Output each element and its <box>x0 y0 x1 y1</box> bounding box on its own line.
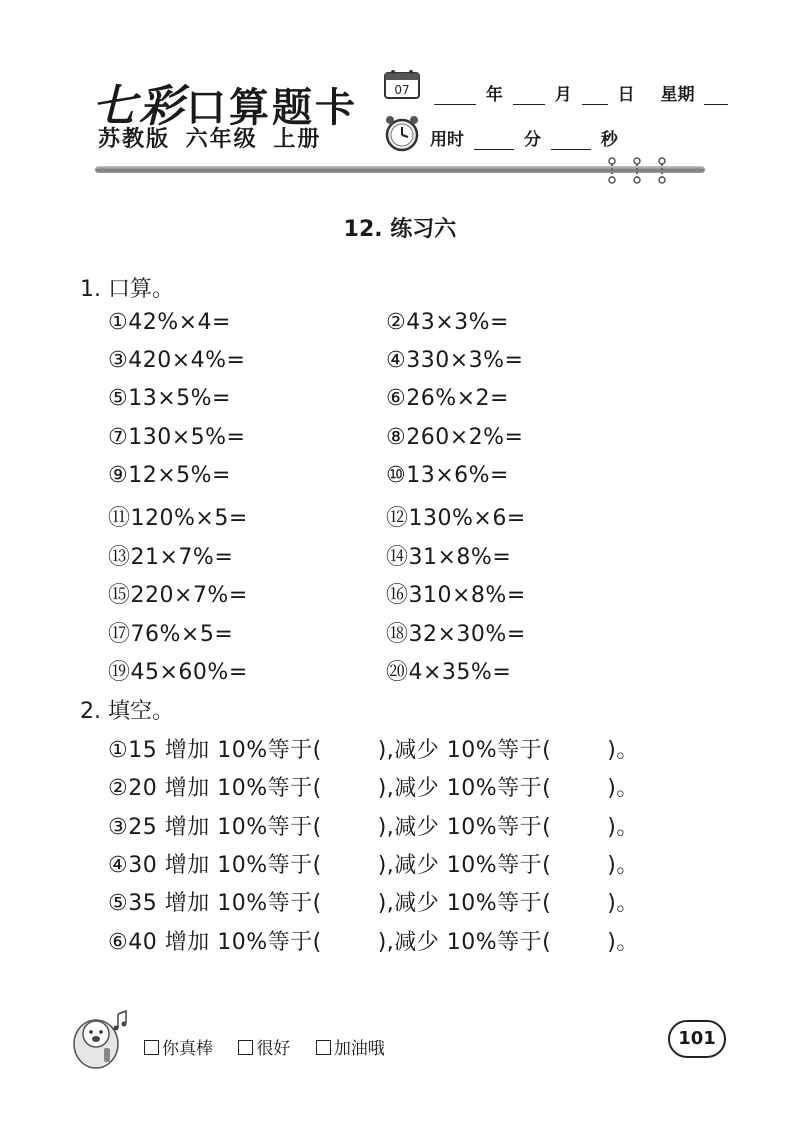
calc-item-1: ①42%×4= <box>108 310 231 335</box>
edition-subtitle: 苏教版 六年级 上册 <box>98 127 322 152</box>
fill-row-text-c: )。 <box>607 853 639 878</box>
calc-item-11: ⑪120%×5= <box>108 506 248 531</box>
fill-row-text-b: ),减少 10%等于( <box>377 853 552 878</box>
section-1-heading: 1. 口算。 <box>80 277 174 302</box>
fill-row-text-c: )。 <box>607 738 639 763</box>
week-blank[interactable] <box>704 88 728 105</box>
calc-item-5: ⑤13×5%= <box>108 386 231 411</box>
brand-name: 口算题卡 <box>186 85 358 131</box>
option-label: 很好 <box>256 1039 291 1059</box>
calc-item-8: ⑧260×2%= <box>386 425 524 450</box>
calc-item-14: ⑭31×8%= <box>386 545 512 570</box>
option-keep-going[interactable] <box>316 1039 385 1059</box>
option-label: 加油哦 <box>333 1039 385 1059</box>
option-good[interactable] <box>238 1039 290 1059</box>
fill-row-text-b: ),减少 10%等于( <box>377 930 552 955</box>
checkbox[interactable] <box>238 1040 253 1055</box>
fill-row-text-a: ⑤35 增加 10%等于( <box>108 891 322 916</box>
option-great[interactable] <box>144 1039 213 1059</box>
calc-item-6: ⑥26%×2= <box>386 386 509 411</box>
fill-row-text-a: ⑥40 增加 10%等于( <box>108 930 322 955</box>
calc-item-3: ③420×4%= <box>108 348 246 373</box>
calc-item-4: ④330×3%= <box>386 348 524 373</box>
month-label: 月 <box>554 85 572 105</box>
calc-item-17: ⑰76%×5= <box>108 622 234 647</box>
year-label: 年 <box>485 85 503 105</box>
fill-row-text-c: )。 <box>607 891 639 916</box>
calc-item-9: ⑨12×5%= <box>108 463 231 488</box>
binder-rings-icon <box>604 156 670 184</box>
fill-row-text-c: )。 <box>607 776 639 801</box>
calc-item-20: ⑳4×35%= <box>386 660 512 685</box>
calc-item-19: ⑲45×60%= <box>108 660 248 685</box>
seconds-label: 秒 <box>600 130 618 150</box>
calc-item-15: ⑮220×7%= <box>108 583 248 608</box>
calc-item-16: ⑯310×8%= <box>386 583 526 608</box>
day-label: 日 <box>617 85 635 105</box>
date-fields <box>430 80 732 105</box>
fill-row-text-c: )。 <box>607 815 639 840</box>
calc-item-10: ⑩13×6%= <box>386 463 509 488</box>
fill-row-text-b: ),减少 10%等于( <box>377 815 552 840</box>
fill-row-text-a: ①15 增加 10%等于( <box>108 738 322 763</box>
option-label: 你真棒 <box>162 1039 213 1059</box>
fill-row-2 <box>108 771 639 802</box>
month-blank[interactable] <box>513 88 545 105</box>
fill-row-4 <box>108 848 639 879</box>
checkbox[interactable] <box>144 1040 159 1055</box>
calc-item-2: ②43×3%= <box>386 310 509 335</box>
seconds-blank[interactable] <box>551 133 591 150</box>
calendar-icon <box>383 68 421 100</box>
fill-row-1 <box>108 733 639 764</box>
fill-row-text-a: ②20 增加 10%等于( <box>108 776 322 801</box>
calc-item-13: ⑬21×7%= <box>108 545 234 570</box>
fill-row-6 <box>108 925 639 956</box>
fill-row-3 <box>108 810 639 841</box>
self-evaluation <box>144 1034 405 1059</box>
checkbox[interactable] <box>316 1040 331 1055</box>
brand-logo: 七彩 <box>92 81 186 132</box>
calendar-day: 07 <box>394 83 410 97</box>
section-2-heading: 2. 填空。 <box>80 699 174 724</box>
year-blank[interactable] <box>434 88 476 105</box>
fill-row-text-a: ④30 增加 10%等于( <box>108 853 322 878</box>
calc-item-7: ⑦130×5%= <box>108 425 246 450</box>
calc-item-12: ⑫130%×6= <box>386 506 526 531</box>
fill-row-5 <box>108 886 639 917</box>
minutes-blank[interactable] <box>474 133 514 150</box>
day-blank[interactable] <box>582 88 608 105</box>
fill-row-text-b: ),减少 10%等于( <box>377 891 552 916</box>
alarm-clock-icon <box>383 114 421 152</box>
fill-row-text-a: ③25 增加 10%等于( <box>108 815 322 840</box>
fill-row-text-c: )。 <box>607 930 639 955</box>
lesson-title: 12. 练习六 <box>343 217 457 242</box>
minutes-label: 分 <box>523 130 541 150</box>
calc-item-18: ⑱32×30%= <box>386 622 526 647</box>
fill-row-text-b: ),减少 10%等于( <box>377 776 552 801</box>
week-label: 星期 <box>660 85 695 105</box>
time-fields <box>430 125 618 150</box>
fill-row-text-b: ),减少 10%等于( <box>377 738 552 763</box>
page-number: 101 <box>668 1020 726 1058</box>
cartoon-singer-icon <box>66 1004 136 1072</box>
time-label: 用时 <box>430 130 464 150</box>
